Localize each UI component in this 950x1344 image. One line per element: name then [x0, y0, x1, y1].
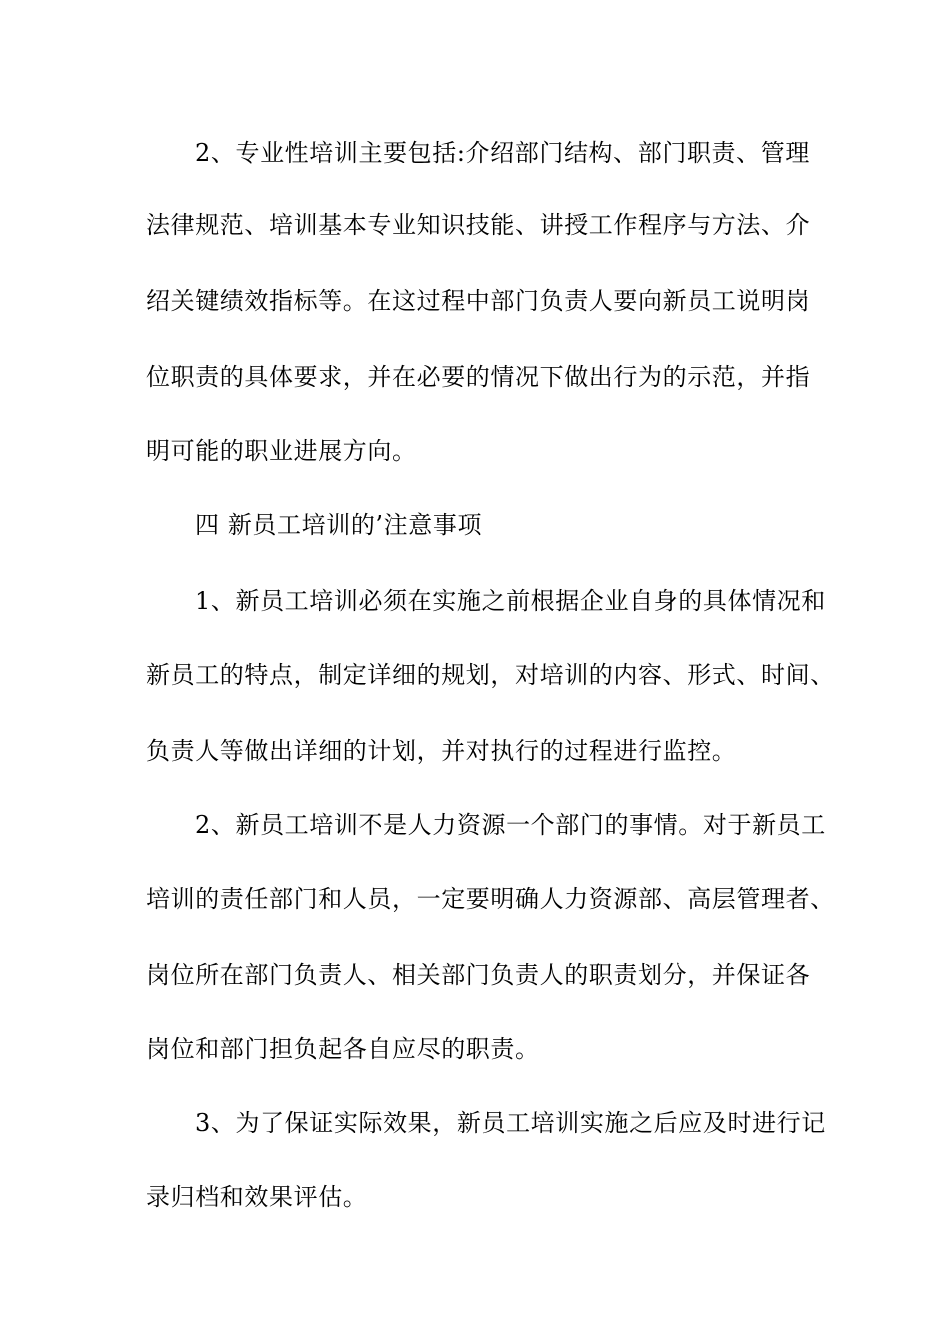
text-line: 2、新员工培训不是人力资源一个部门的事情。对于新员工: [195, 811, 826, 839]
text-line: 法律规范、培训基本专业知识技能、讲授工作程序与方法、介: [146, 211, 811, 239]
text-line: 新员工的特点，制定详细的规划，对培训的内容、形式、时间、: [146, 661, 835, 689]
text-line: 绍关键绩效指标等。在这过程中部门负责人要向新员工说明岗: [146, 287, 811, 315]
text-line: 1、新员工培训必须在实施之前根据企业自身的具体情况和: [195, 587, 826, 615]
text-line: 3、为了保证实际效果，新员工培训实施之后应及时进行记: [195, 1109, 826, 1137]
text-line: 位职责的具体要求，并在必要的情况下做出行为的示范，并指: [146, 363, 811, 391]
section-heading: 四 新员工培训的’注意事项: [195, 511, 483, 539]
text-line: 明可能的职业进展方向。: [146, 437, 417, 465]
text-line: 岗位所在部门负责人、相关部门负责人的职责划分，并保证各: [146, 961, 811, 989]
text-line: 培训的责任部门和人员，一定要明确人力资源部、高层管理者、: [146, 885, 835, 913]
text-line: 录归档和效果评估。: [146, 1183, 368, 1211]
text-line: 岗位和部门担负起各自应尽的职责。: [146, 1035, 540, 1063]
text-line: 2、专业性培训主要包括:介绍部门结构、部门职责、管理: [195, 139, 810, 167]
text-line: 负责人等做出详细的计划，并对执行的过程进行监控。: [146, 737, 737, 765]
